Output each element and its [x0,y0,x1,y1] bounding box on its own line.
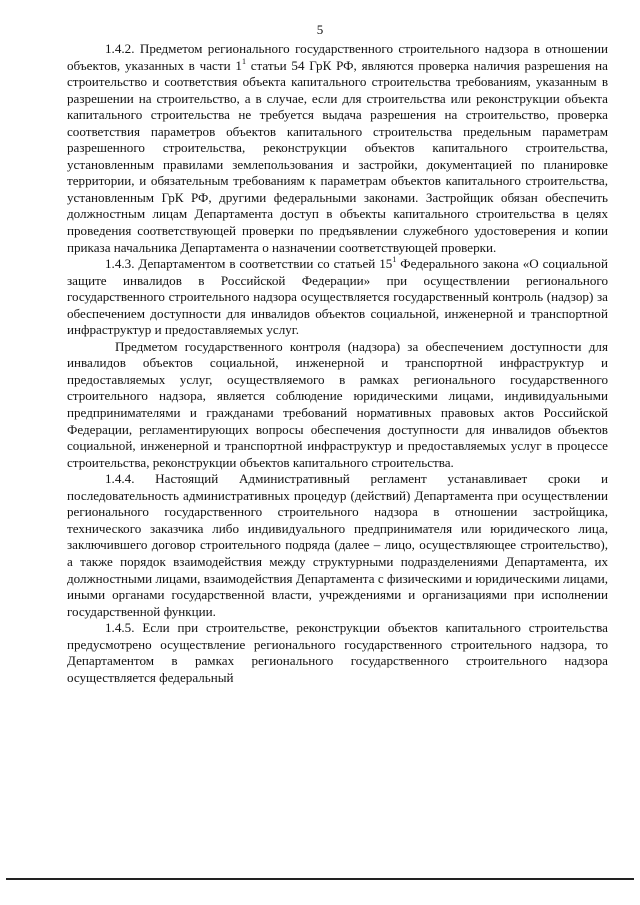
document-body [67,41,608,686]
superscript: 1 [392,255,397,265]
bottom-rule [6,878,634,880]
paragraph-text: 1.4.3. Департаментом в соответствии со статьей 15 [105,256,393,272]
page-number: 5 [316,22,324,37]
paragraph-1-4-2 [67,41,608,256]
paragraph-subject-of-control: Предметом государственного контроля (надзора) за обеспечением доступности для инвалидов объектов социальной, инженерной и транспортной инфраструктур и предоставляемых услуг, осуществляемого в рамках регионального государственного строительного надзора, является соблюдение юридическими лицами, индивидуальными предпринимателями и гражданами требований нормативных правовых актов Российской Федерации, регламентирующих вопросы обеспечения доступности для инвалидов объектов социальной, инженерной и транспортной инфраструктур и предоставляемых услуг в процессе строительства, реконструкции объектов капитального строительства. [67,338,608,470]
paragraph-1-4-4: 1.4.4. Настоящий Административный регламент устанавливает сроки и последовательность административных процедур (действий) Департамента при осуществлении регионального государственного строительного надзора в отношении застройщика, технического заказчика либо индивидуального предпринимателя или юридического лица, заключившего договор строительного подряда (далее – лицо, осуществляющее строительство), а также порядок взаимодействия между структурными подразделениями Департамента, их должностными лицами, взаимодействия Департамента с физическими и юридическими лицами, иными органами государственной власти, учреждениями и организациями при исполнении государственной функции. [67,471,608,619]
paragraph-1-4-5: 1.4.5. Если при строительстве, реконструкции объектов капитального строительства предусмотрено осуществление регионального государственного строительного надзора, то Департаментом в рамках регионального государственного строительного надзора осуществляется федеральный [67,620,608,685]
paragraph-text: 1.4.2. Предметом регионального государственного строительного надзора в отношении объектов, указанных в части 1 [67,41,608,73]
paragraph-1-4-3 [67,256,608,339]
superscript: 1 [241,56,246,66]
paragraph-text: Федерального закона «О социальной защите инвалидов в Российской Федерации» при осуществлении регионального государственного строительного надзора осуществляется государственный контроль (надзор) за обеспечением доступности для инвалидов объектов социальной, инженерной и транспортной инфраструктур и предоставляемых услуг. [67,256,608,338]
paragraph-text: статьи 54 ГрК РФ, являются проверка наличия разрешения на строительство и соответствия объекта капитального строительства требованиям, указанным в разрешении на строительство, а в случае, если для строительства или реконструкции объекта капитального строительства не требуется выдача разрешения на строительство, проверка соответствия параметров объектов капитального строительства предельным параметрам разрешенного строительства, реконструкции объектов капитального строительства, установленным правилами землепользования и застройки, документацией по планировке территории, и обязательным требованиям к параметрам объектов капитального строительства, установленным ГрК РФ, другими федеральными законами. Застройщик обязан обеспечить должностным лицам Департамента доступ в объекты капитального строительства в целях проведения соответствующей проверки по предъявлении служебного удостоверения и копии приказа начальника Департамента о назначении соответствующей проверки. [67,57,608,255]
